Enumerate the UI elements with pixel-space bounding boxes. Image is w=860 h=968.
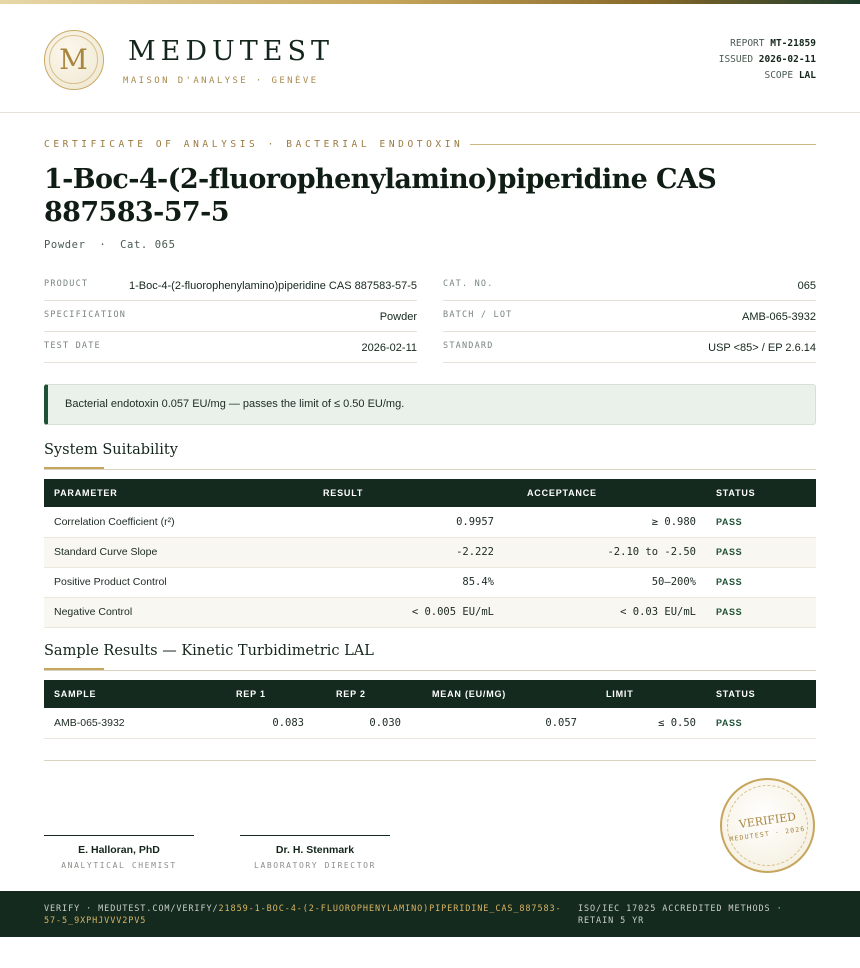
report-footer [0,891,860,937]
signature-name: E. Halloran, PhD [78,844,160,856]
section-divider [44,469,816,470]
system-suitability-title: System Suitability [44,442,178,458]
logo-letter: M [59,43,88,76]
certificate-eyebrow: CERTIFICATE OF ANALYSIS · BACTERIAL ENDOTOXIN [44,139,464,150]
table-header-row [44,479,816,507]
signature-block-analyst [44,835,194,870]
report-meta [719,36,816,84]
info-right-column [443,270,816,363]
brand-name: MEDUTEST [128,36,334,67]
status-badge: PASS [706,537,816,567]
info-row-standard: STANDARD USP <85> / EP 2.6.14 [443,332,816,363]
table-row: Negative Control < 0.005 EU/mL < 0.03 EU/mL PASS [44,597,816,627]
col-header: RESULT [323,488,364,498]
info-row-specification: SPECIFICATION Powder [44,301,417,332]
page-title: 1-Boc-4-(2-fluorophenylamino)piperidine CAS 887583-57-5 [44,164,717,228]
table-row: Positive Product Control 85.4% 50–200% PASS [44,567,816,597]
section-accent [44,668,104,670]
report-header [0,4,860,113]
result-notice-text: Bacterial endotoxin 0.057 EU/mg — passes the limit of ≤ 0.50 EU/mg. [65,398,405,410]
sample-results-title: Sample Results — Kinetic Turbidimetric LAL [44,643,374,659]
col-header: SAMPLE [54,689,97,699]
issued-date-line: ISSUED 2026-02-11 [718,54,816,65]
table-row: Standard Curve Slope -2.222 -2.10 to -2.50 PASS [44,537,816,567]
table-row: Correlation Coefficient (r²) 0.9957 ≥ 0.980 PASS [44,507,816,537]
signature-role: ANALYTICAL CHEMIST [61,861,177,870]
signature-name: Dr. H. Stenmark [275,844,355,856]
col-header: STATUS [716,488,756,498]
col-header: LIMIT [606,689,634,699]
table-header-row [44,680,816,708]
signature-divider [44,760,816,761]
info-row-batch-lot: BATCH / LOT AMB-065-3932 [443,301,816,332]
col-header: ACCEPTANCE [527,488,597,498]
col-header: STATUS [716,689,756,699]
product-subline: Powder · Cat. 065 [44,239,176,251]
status-badge: PASS [706,708,816,738]
info-row-product: PRODUCT 1-Boc-4-(2-fluorophenylamino)piperidine CAS 887583-57-5 [44,270,417,301]
brand-tagline: MAISON D'ANALYSE · GENÈVE [123,76,319,86]
table-row: AMB-065-3932 0.083 0.030 0.057 ≤ 0.50 PASS [44,708,816,738]
report-number-line: REPORT MT-21859 [730,38,816,49]
section-divider [44,670,816,671]
col-header: PARAMETER [54,488,118,498]
col-header: MEAN (EU/MG) [432,689,507,699]
info-left-column [44,270,417,363]
status-badge: PASS [706,567,816,597]
signature-block-director [240,835,390,870]
scope-line: SCOPE LAL [764,70,816,81]
section-accent [44,467,104,469]
info-row-cat-no: CAT. NO. 065 [443,270,816,301]
sample-results-table [44,680,816,739]
verify-link[interactable]: VERIFY · MEDUTEST.COM/VERIFY/21859-1-BOC-4-(2-FLUOROPHENYLAMINO)PIPERIDINE_CAS_887583-57-5_9XPHJVVV2PV5 [44,904,562,926]
col-header: REP 2 [336,689,366,699]
signature-role: LABORATORY DIRECTOR [254,861,376,870]
info-row-test-date: TEST DATE 2026-02-11 [44,332,417,363]
col-header: REP 1 [236,689,266,699]
status-badge: PASS [706,597,816,627]
status-badge: PASS [706,507,816,537]
system-suitability-table [44,479,816,628]
result-notice [44,384,816,425]
eyebrow-divider [470,144,816,145]
accreditation-note: ISO/IEC 17025 ACCREDITED METHODS · RETAIN 5 YR [578,904,783,926]
brand-logo [44,30,104,90]
verified-seal: VERIFIED MEDUTEST · 2026 [720,778,815,873]
